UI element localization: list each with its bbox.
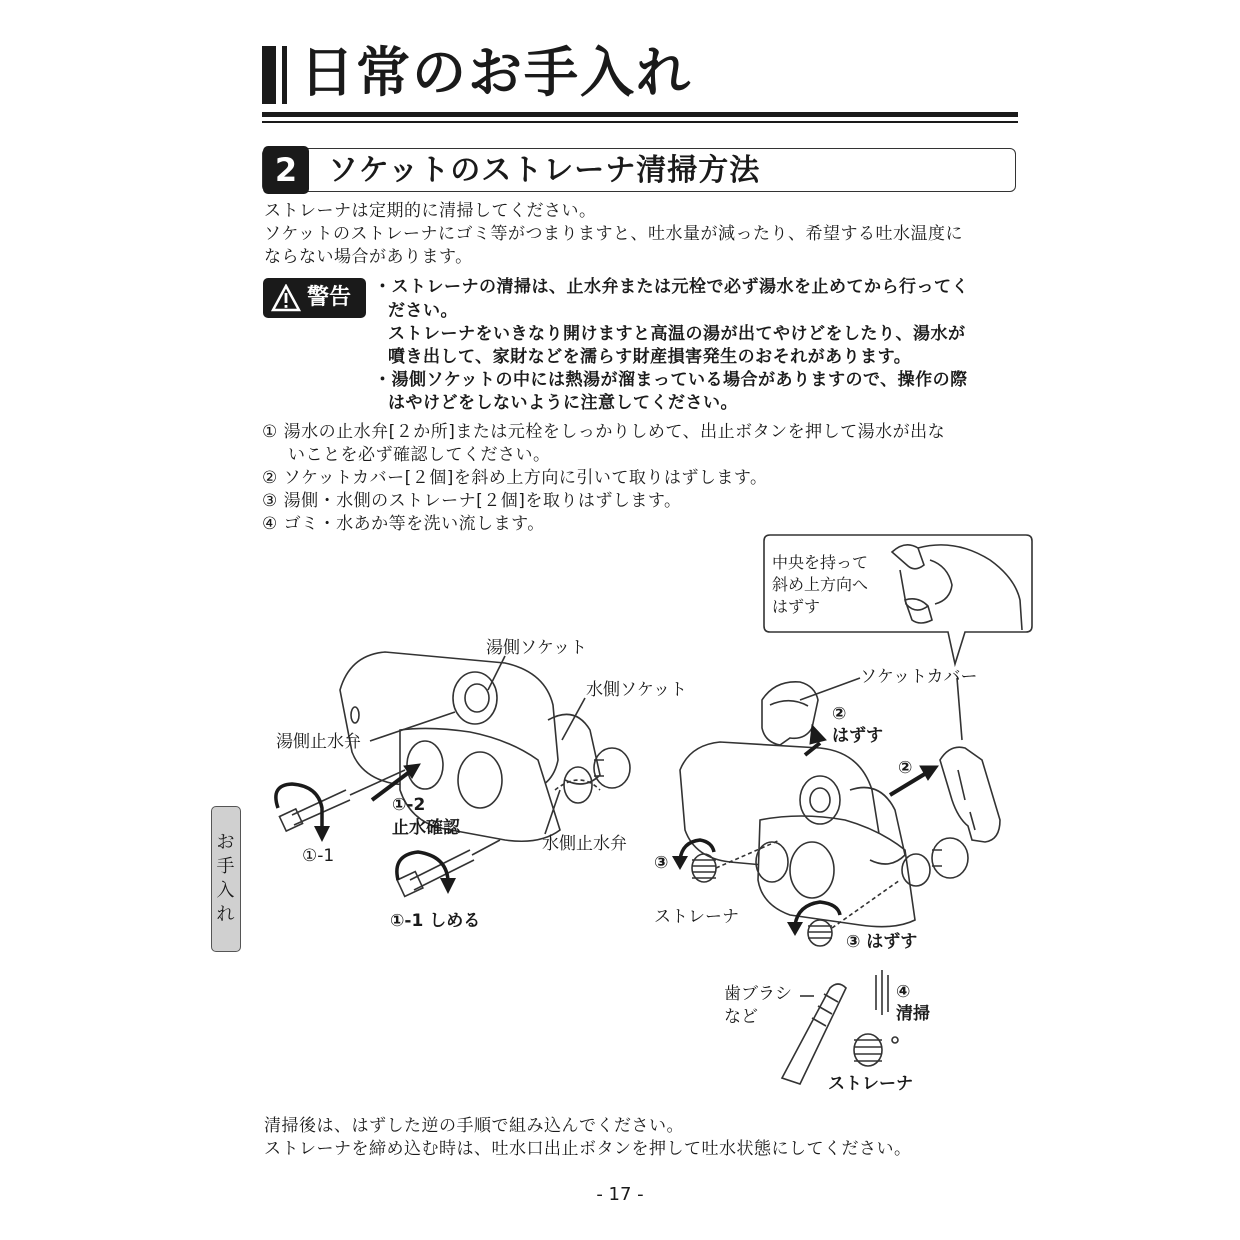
step-2-label: ② — [832, 704, 847, 724]
warning-line: はやけどをしないように注意してください。 — [388, 393, 738, 413]
hot-valve-label: 湯側止水弁 — [276, 732, 361, 752]
warning-line: ストレーナをいきなり開けますと高温の湯が出てやけどをしたり、湯水が — [388, 324, 966, 344]
side-tab-char: 入 — [216, 880, 235, 901]
strainer-label: ストレーナ — [654, 907, 739, 927]
step-line: ② ソケットカバー[２個]を斜め上方向に引いて取りはずします。 — [262, 468, 768, 488]
footer-line: 清掃後は、はずした逆の手順で組み込んでください。 — [264, 1116, 684, 1136]
warning-line: ・ストレーナの清掃は、止水弁または元栓で必ず湯水を止めてから行ってく — [374, 277, 969, 297]
page-title: 日常のお手入れ — [300, 41, 692, 104]
step-1-2-label: ①-2 — [392, 795, 426, 815]
footer-line: ストレーナを締め込む時は、吐水口出止ボタンを押して吐水状態にしてください。 — [264, 1139, 912, 1159]
stop-check-label: 止水確認 — [392, 818, 460, 838]
toothbrush-label: 歯ブラシ — [724, 984, 792, 1004]
step-4-label: ④ — [896, 982, 911, 1002]
step-3-label: ③ — [654, 853, 669, 873]
warning-line: 噴き出して、家財などを濡らす財産損害発生のおそれがあります。 — [388, 347, 912, 367]
cold-valve-label: 水側止水弁 — [542, 834, 627, 854]
intro-line: ストレーナは定期的に清掃してください。 — [264, 201, 597, 221]
intro-line: ソケットのストレーナにゴミ等がつまりますと、吐水量が減ったり、希望する吐水温度に — [264, 224, 963, 244]
side-tab — [211, 806, 241, 952]
step-1-1-tighten-label: ①-1 しめる — [390, 911, 481, 931]
step-2-label: ② — [898, 758, 913, 778]
step-line: ③ 湯側・水側のストレーナ[２個]を取りはずします。 — [262, 491, 682, 511]
cold-socket-label: 水側ソケット — [586, 680, 687, 700]
warning-label: 警告 — [307, 285, 352, 310]
side-tab-char: お — [216, 832, 235, 853]
bubble-line: 中央を持って — [772, 553, 869, 572]
hot-socket-label: 湯側ソケット — [486, 638, 587, 658]
toothbrush-label: など — [724, 1007, 758, 1027]
warning-line: ださい。 — [388, 301, 458, 321]
remove-label: はずす — [832, 726, 883, 746]
page-number: - 17 - — [596, 1184, 644, 1205]
side-tab-char: 手 — [216, 856, 235, 877]
clean-label: 清掃 — [896, 1004, 930, 1024]
warning-line: ・湯側ソケットの中には熱湯が溜まっている場合がありますので、操作の際 — [374, 370, 968, 390]
side-tab-char: れ — [216, 904, 235, 925]
step-line: ① 湯水の止水弁[２か所]または元栓をしっかりしめて、出止ボタンを押して湯水が出な — [262, 422, 946, 442]
bubble-line: はずす — [772, 597, 821, 616]
bubble-line: 斜め上方向へ — [772, 575, 869, 594]
step-line: いことを必ず確認してください。 — [288, 445, 551, 465]
section-number: 2 — [263, 146, 309, 194]
step-1-1-label: ①-1 — [302, 846, 335, 866]
step-line: ④ ゴミ・水あか等を洗い流します。 — [262, 514, 545, 534]
step-3-remove-label: ③ はずす — [846, 932, 918, 952]
socket-cover-label: ソケットカバー — [860, 667, 978, 687]
intro-line: ならない場合があります。 — [264, 247, 473, 267]
strainer-label: ストレーナ — [828, 1074, 913, 1094]
section-title: ソケットのストレーナ清掃方法 — [328, 153, 761, 188]
